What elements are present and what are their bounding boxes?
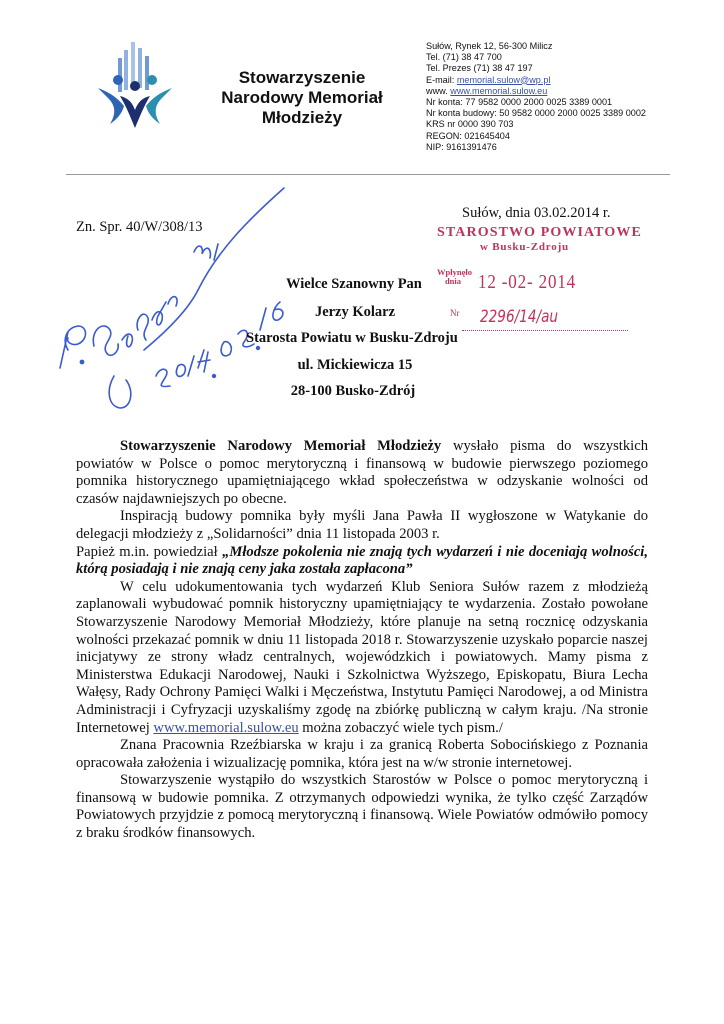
letter-date: Sułów, dnia 03.02.2014 r. xyxy=(462,205,611,221)
contact-tel-president: Tel. Prezes (71) 38 47 197 xyxy=(426,63,533,74)
body-paragraph-4-text: W celu udokumentowania tych wydarzeń Klub Seniora Sułów razem z młodzieżą zaplanowali wybudować pomnik historyczny upamiętniający te wydarzenia. Zostało powołane Stowarzyszenie Narodowy Memoriał Młodzieży, które planuje na setną rocznicę odzyskania wolności przekazać pomnik w dniu 11 listopada 2018 r. Stowarzyszenie uzyskało poparcie naszej inicjatywy ze strony władz centralnych, wojewódzkich i powiatowych. Mamy pisma z Ministerstwa Edukacji Narodowej, Nauki i Szkolnictwa Wyższego, Episkopatu, Biura Lecha Wałęsy, Rady Ochrony Pamięci Walki i Męczeństwa, Instytutu Pamięci Narodowej, a od Ministra Administracji i Cyfryzacji uzyskaliśmy zgodę na zbiórkę publiczną w całym kraju. /Na stronie Internetowej xyxy=(76,578,648,736)
contact-www-line xyxy=(426,86,716,97)
stamp-received-date: 12 -02- 2014 xyxy=(478,271,577,293)
website-link[interactable]: www.memorial.sulow.eu xyxy=(450,85,548,96)
stamp-office-town: w Busku-Zdroju xyxy=(480,241,569,253)
organization-name xyxy=(196,68,408,128)
stamp-nr-value: 2296/14/au xyxy=(480,307,559,327)
contact-account: Nr konta: 77 9582 0000 2000 0025 3389 0001 xyxy=(426,97,613,108)
body-website-link[interactable]: www.memorial.sulow.eu xyxy=(153,719,299,736)
header-divider xyxy=(66,174,670,175)
handwritten-annotation xyxy=(48,180,308,420)
body-pope-intro: Papież m.in. powiedział xyxy=(76,543,223,560)
addressee-street: ul. Mickiewicza 15 xyxy=(297,357,413,373)
contact-email-line xyxy=(426,75,716,86)
contact-krs: KRS nr 0000 390 703 xyxy=(426,119,514,130)
email-label: E-mail: xyxy=(426,74,457,85)
stamp-dotted-line xyxy=(462,330,628,331)
addressee-title: Starosta Powiatu w Busku-Zdroju xyxy=(246,330,458,346)
letter-body xyxy=(76,438,648,843)
contact-regon: REGON: 021645404 xyxy=(426,130,510,141)
contact-account-building: Nr konta budowy: 50 9582 0000 2000 0025 3389 0002 xyxy=(426,108,646,119)
org-name-line-2: Narodowy Memoriał xyxy=(221,88,383,107)
addressee-name: Jerzy Kolarz xyxy=(314,304,396,320)
body-paragraph-4 xyxy=(76,579,648,737)
body-paragraph-1 xyxy=(76,438,648,508)
stamp-nr-label: Nr xyxy=(450,308,460,318)
body-paragraph-5: Znana Pracownia Rzeźbiarska w kraju i za granicą Roberta Sobocińskiego z Poznania opracowała założenia i wizualizację pomnika, która jest na w/w stronie internetowej. xyxy=(76,737,648,771)
org-name-line-1: Stowarzyszenie xyxy=(238,68,366,87)
body-paragraph-3 xyxy=(76,544,648,579)
stamp-office-name: STAROSTWO POWIATOWE xyxy=(437,225,642,240)
contact-address: Sułów, Rynek 12, 56-300 Milicz xyxy=(426,41,553,51)
reference-number: Zn. Spr. 40/W/308/13 xyxy=(76,219,203,235)
body-org-name: Stowarzyszenie Narodowy Memoriał Młodzieży xyxy=(120,438,442,454)
memorial-logo xyxy=(94,40,176,132)
addressee-salutation: Wielce Szanowny Pan xyxy=(286,276,422,292)
stamp-received-label: Wpłynęło dnia xyxy=(437,267,472,286)
contact-tel: Tel. (71) 38 47 700 xyxy=(426,52,502,63)
org-name-line-3: Młodzieży xyxy=(261,108,343,127)
www-label: www. xyxy=(426,85,451,96)
contact-nip: NIP: 9161391476 xyxy=(426,141,497,152)
body-paragraph-2: Inspiracją budowy pomnika były myśli Jana Pawła II wygłoszone w Watykanie do delegacji młodzieży z „Solidarności” dnia 11 listopada 2003 r. xyxy=(76,508,648,542)
body-pope-quote: „Młodsze pokolenia nie znają tych wydarzeń i nie doceniają wolności, którą posiadają i nie znają ceny jaka została zapłacona” xyxy=(76,543,648,578)
addressee-city: 28-100 Busko-Zdrój xyxy=(290,383,416,399)
body-paragraph-4-end: można zobaczyć wiele tych pism./ xyxy=(298,719,503,736)
body-paragraph-6: Stowarzyszenie wystąpiło do wszystkich Starostów w Polsce o pomoc merytoryczną i finansową w budowie pomnika. Z otrzymanych odpowiedzi wynika, że tylko część Zarządów Powiatowych przyjdzie z pomocą merytoryczną i finansową. Wiele Powiatów odmówiło pomocy z braku środków finansowych. xyxy=(76,772,648,842)
contact-block xyxy=(426,41,716,153)
email-link[interactable]: memorial.sulow@wp.pl xyxy=(456,74,551,85)
body-paragraph-1-text: wysłało pisma do wszystkich powiatów w Polsce o pomoc merytoryczną i finansową w budowie pierwszego poziomego pomnika historycznego upamiętniającego wkład społeczeństwa w odzyskanie wolności od czasów najdawniejszych po obecne. xyxy=(76,438,648,507)
